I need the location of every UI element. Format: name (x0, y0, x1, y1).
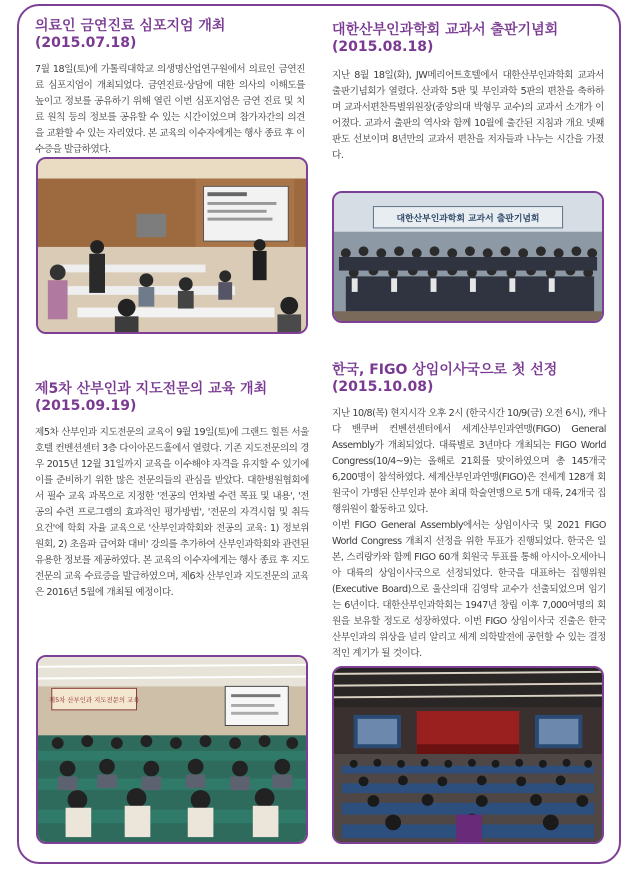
photo-supervisor-education (36, 655, 308, 844)
article-body: 지난 8월 18일(화), JW메리어트호텔에서 대한산부인과학회 교과서 출판기념회가 열렸다. 산과학 5판 및 부인과학 5판의 편찬을 축하하며 교과서편찬특별위원장(중앙의대 박형무 교수)의 교과서 소개가 이어졌다. 교과서 출판의 역사와 함께 10월에 출간된 지침과 개요 넷째판도 선보이며 8년만의 교과서 편찬을 저자들과 나누는 시간을 가졌다. (332, 70, 604, 161)
article-supervisor-education (35, 381, 309, 601)
banner-text: 대한산부인과학회 교과서 출판기념회 (396, 214, 540, 225)
article-body: 지난 10/8(목) 현지시각 오후 2시 (한국시간 10/9(금) 오전 6시), 캐나다 밴쿠버 컨벤션센터에서 세계산부인과연맹(FIGO) General Assembly가 개최되었다. 대륙별로 3년마다 개최되는 FIGO World Congress(10/4~9)는 올해로 21회를 맞이하였으며 총 145개국 6,200명이 참석하였다. 세계산부인과연맹(FIGO)은 전세계 128개 회원국이 가맹된 산부인과 분야 최대 학술연맹으로 5개 대륙, 24개국 집행위원이 활동하고 있다. 이번 FIGO General Assembly에서는 상임이사국 및 2021 FIGO World Congress 개최지 선정을 위한 투표가 진행되었다. 한국은 일본, 스리랑카와 함께 FIGO 60개 회원국 투표를 통해 아시아-오세아니아 대륙의 상임이사국으로 선정되었다. 한국을 대표하는 집행위원(Executive Board)으로 울산의대 김영탁 교수가 선출되었으며 임기는 6년이다. 대한산부인과학회는 1947년 창립 이후 7,000여명의 회원을 보유할 정도로 성장하였다. 이번 FIGO 상임이사국 진출은 한국 산부인과의 위상을 널리 알리고 세계 의학발전에 공헌할 수 있는 결정적인 계기가 될 것이다. (332, 408, 606, 659)
photo-textbook-launch (332, 191, 604, 323)
article-title: 의료인 금연진료 심포지엄 개최 (2015.07.18) (35, 18, 226, 51)
article-title: 대한산부인과학회 교과서 출판기념회 (2015.08.18) (332, 22, 559, 55)
article-body: 제5차 산부인과 지도전문의 교육이 9월 19일(토)에 그랜드 힐튼 서울호텔 컨벤션센터 3층 다이아몬드홀에서 열렸다. 기존 지도전문의의 경우 2015년 12월 31일까지 교육을 이수해야 자격을 유지할 수 있기에 이를 준비하기 위한 많은 전문의들의 관심을 받았다. 대한병원협회에서 필수 교육 과목으로 지정한 '전공의 연차별 수련 목표 및 내용', '전공의 수련 프로그램의 효과적인 평가방법', '전문의 자격시험 및 취득 요건'에 학회 자율 교육으로 '산부인과학회와 전공의 교육: 1) 정보위원회, 2) 초음파 급여화 대비' 강의를 추가하여 산부인과학회와 관련된 유용한 정보를 제공하였다. 본 교육의 이수자에게는 행사 종료 후 지도전문의 교육 수료증을 발급하였으며, 제6차 산부인과 지도전문의 교육은 2016년 5월에 개최될 예정이다. (35, 427, 309, 598)
banner-text: 제5차 산부인과 지도전문의 교육 (48, 696, 140, 705)
article-body: 7월 18일(토)에 가톨릭대학교 의생명산업연구원에서 의료인 금연진료 심포지엄이 개최되었다. 금연진료·상담에 대한 의사의 이해도를 높이고 정보를 공유하기 위해 열린 이번 심포지엄은 금연 진료 및 치료 원칙 등의 정보를 공유할 수 있는 시간이었으며 참가자간의 의견을 교환할 수 있는 자리였다. 본 교육의 이수자에게는 행사 종료 후 이수증을 발급하였다. (35, 64, 305, 155)
photo-symposium (36, 157, 308, 334)
article-title: 한국, FIGO 상임이사국으로 첫 선정 (2015.10.08) (332, 362, 558, 395)
article-textbook-launch (332, 22, 604, 164)
group-photo-image (334, 193, 602, 321)
symposium-hall-image (38, 159, 306, 332)
photo-figo-congress (332, 666, 604, 844)
education-hall-image (38, 657, 306, 842)
congress-hall-image (334, 668, 602, 842)
article-smoking-symposium (35, 18, 305, 158)
article-title: 제5차 산부인과 지도전문의 교육 개최 (2015.09.19) (35, 381, 268, 414)
article-figo-selection (332, 362, 606, 662)
